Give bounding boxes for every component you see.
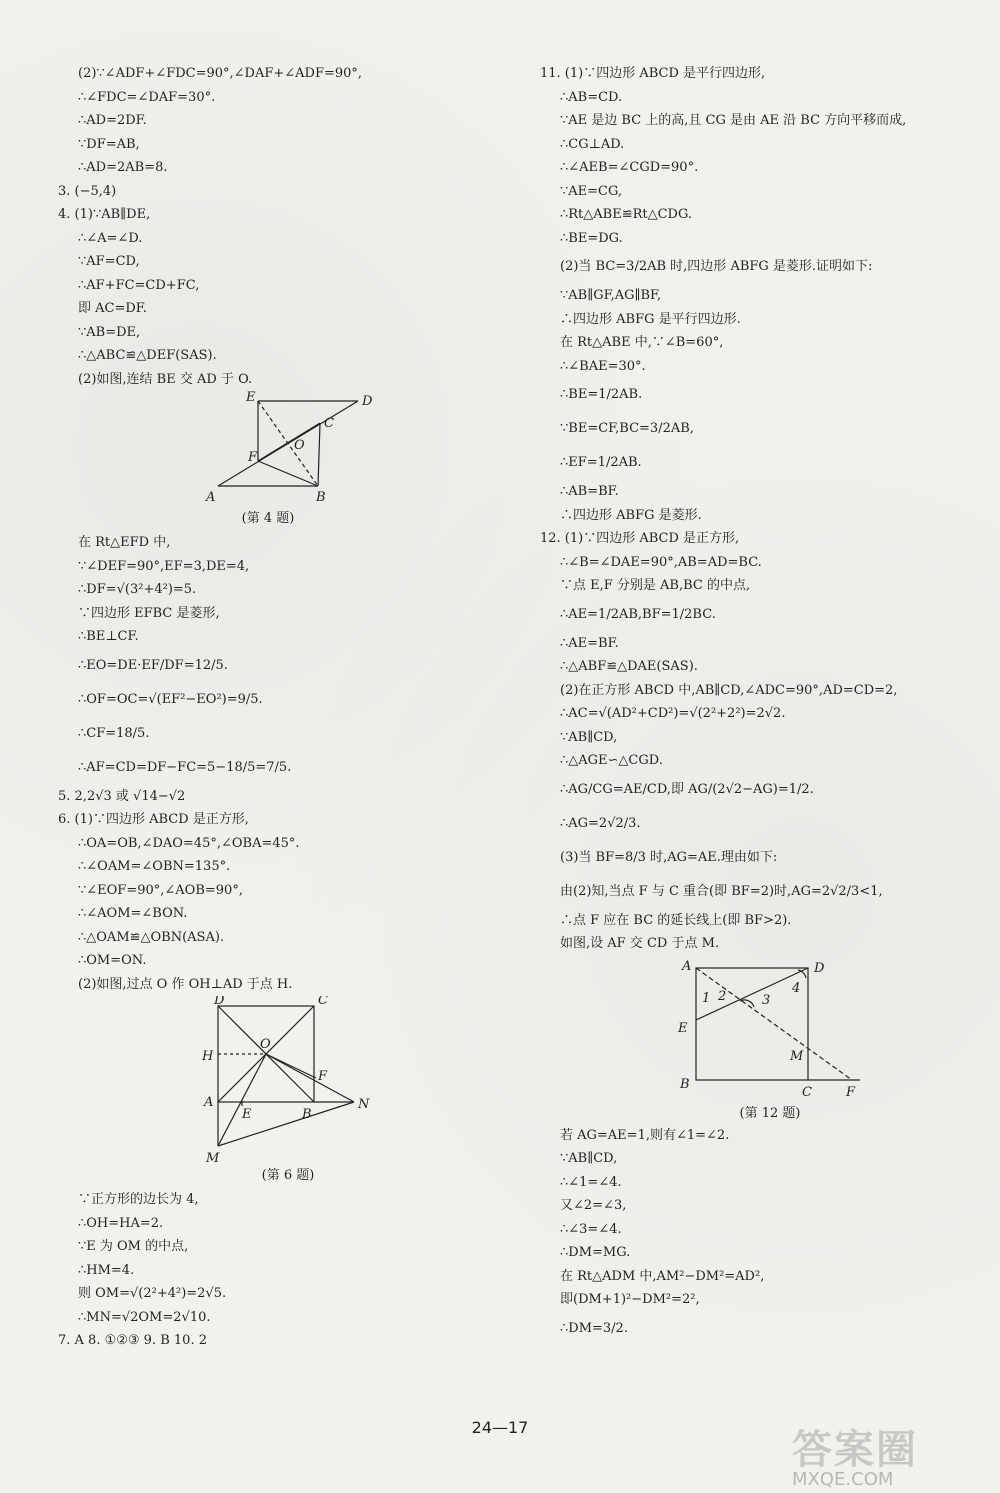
text-line: ∴△AGE∽△CGD. [560, 753, 663, 768]
answer-4: 4. (1)∵AB∥DE, [58, 207, 151, 222]
text-line: ∵E 为 OM 的中点, [78, 1239, 189, 1254]
text-line: ∴四边形 ABFG 是平行四边形. [560, 311, 741, 327]
text-line: ∵AB∥CD, [560, 1151, 618, 1166]
text-line: ∴∠A=∠D. [78, 230, 143, 246]
figure-6-diagram [58, 996, 478, 1168]
page-number: 24—17 [471, 1418, 529, 1437]
text-line: ∴BE⊥CF. [78, 629, 139, 644]
text-line: (2)如图,连结 BE 交 AD 于 O. [78, 371, 253, 387]
text-line: ∵AB∥GF,AG∥BF, [560, 288, 662, 303]
text-line: ∴OM=ON. [78, 953, 147, 968]
fig12-label: B [680, 1076, 690, 1092]
fig6-label: B [302, 1107, 312, 1122]
answers-7-10: 7. A 8. ①②③ 9. B 10. 2 [58, 1333, 207, 1348]
text-line: ∴DF=√(3²+4²)=5. [78, 582, 197, 597]
right-block-b [540, 1124, 960, 1346]
text-line: ∴Rt△ABE≌Rt△CDG. [560, 207, 693, 222]
text-line: 在 Rt△ABE 中,∵∠B=60°, [560, 335, 724, 350]
text-line: ∴OF=OC=√(EF²−EO²)=9/5. [78, 691, 263, 707]
left-block-c [58, 1188, 478, 1353]
fig12-label: C [802, 1084, 812, 1100]
text-line: ∵DF=AB, [78, 136, 140, 152]
text-line: ∴MN=√2OM=2√10. [78, 1309, 211, 1325]
fig12-label: E [678, 1020, 688, 1036]
text-line: (2)当 BC=3/2AB 时,四边形 ABFG 是菱形.证明如下: [560, 259, 873, 274]
text-line: ∴CF=18/5. [78, 725, 150, 741]
text-line: ∴△ABF≌△DAE(SAS). [560, 659, 698, 674]
text-line: ∴∠AEB=∠CGD=90°. [560, 160, 699, 175]
fig12-label: D [814, 960, 825, 976]
fig12-label: 3 [762, 992, 771, 1008]
text-line: ∵BE=CF,BC=3/2AB, [560, 421, 694, 436]
text-line: ∴EO=DE·EF/DF=12/5. [78, 657, 228, 673]
answer-11: 11. (1)∵四边形 ABCD 是平行四边形, [540, 66, 766, 81]
fig4-label: E [246, 391, 256, 405]
text-line: ∴BE=1/2AB. [560, 387, 643, 402]
fig12-label: 2 [718, 988, 727, 1004]
text-line: ∴AG=2√2/3. [560, 815, 641, 831]
fig6-label: D [214, 996, 225, 1008]
fig4-label: F [248, 450, 258, 465]
text-line: ∴AD=2DF. [78, 113, 147, 128]
text-line: 由(2)知,当点 F 与 C 重合(即 BF=2)时,AG=2√2/3<1, [560, 883, 883, 899]
text-line: (2)在正方形 ABCD 中,AB∥CD,∠ADC=90°,AD=CD=2, [560, 682, 898, 698]
text-line: ∵AB∥CD, [560, 729, 618, 745]
watermark-text: 答案圈 [792, 1427, 918, 1473]
text-line: ∴AG/CG=AE/CD,即 AG/(2√2−AG)=1/2. [560, 781, 814, 797]
text-line: ∴DM=MG. [560, 1245, 631, 1260]
text-line: ∴OH=HA=2. [78, 1215, 164, 1231]
text-line: 若 AG=AE=1,则有∠1=∠2. [560, 1127, 730, 1143]
text-line: (2)∵∠ADF+∠FDC=90°,∠DAF+∠ADF=90°, [78, 66, 363, 81]
fig6-label: M [206, 1151, 220, 1166]
text-line: ∵AE=CG, [560, 183, 623, 199]
text-line: ∴∠BAE=30°. [560, 358, 646, 374]
fig6-label: O [260, 1037, 271, 1052]
text-line: ∵AB=DE, [78, 324, 141, 340]
figure-6 [58, 996, 478, 1188]
text-line: (3)当 BF=8/3 时,AG=AE.理由如下: [560, 849, 778, 865]
text-line: 又∠2=∠3, [560, 1198, 627, 1213]
fig12-label: A [682, 958, 692, 974]
text-line: 则 OM=√(2²+4²)=2√5. [78, 1286, 227, 1301]
text-line: ∴∠OAM=∠OBN=135°. [78, 859, 231, 874]
answer-3: 3. (−5,4) [58, 183, 117, 199]
text-line: ∴∠3=∠4. [560, 1221, 622, 1237]
left-block-a [58, 62, 478, 391]
text-line: 即 AC=DF. [78, 301, 147, 316]
left-column [58, 62, 478, 1353]
text-line: ∵∠EOF=90°,∠AOB=90°, [78, 882, 243, 898]
fig12-label: 4 [792, 980, 801, 996]
fig4-label: O [294, 438, 305, 453]
text-line: 在 Rt△ADM 中,AM²−DM²=AD², [560, 1268, 765, 1284]
text-line: ∴AC=√(AD²+CD²)=√(2²+2²)=2√2. [560, 706, 786, 721]
answer-5: 5. 2,2√3 或 √14−√2 [58, 788, 186, 804]
figure-6-caption: (第 6 题) [261, 1168, 315, 1183]
text-line: ∴AF=CD=DF−FC=5−18/5=7/5. [78, 759, 292, 775]
text-line: ∴∠AOM=∠BON. [78, 906, 188, 921]
figure-12-diagram [540, 956, 960, 1102]
fig6-label: A [204, 1095, 214, 1110]
fig12-label: F [846, 1084, 856, 1100]
figure-4-caption: (第 4 题) [241, 511, 295, 526]
right-column [540, 62, 960, 1346]
text-line: ∴AE=1/2AB,BF=1/2BC. [560, 606, 716, 622]
text-line: ∴CG⊥AD. [560, 136, 625, 152]
text-line: (2)如图,过点 O 作 OH⊥AD 于点 H. [78, 976, 293, 992]
fig4-label: C [324, 416, 334, 431]
text-line: ∴AF+FC=CD+FC, [78, 277, 200, 293]
text-line: ∵点 E,F 分别是 AB,BC 的中点, [560, 578, 751, 593]
text-line: ∵AE 是边 BC 上的高,且 CG 是由 AE 沿 BC 方向平移而成, [560, 113, 907, 128]
text-line: ∵AF=CD, [78, 254, 140, 269]
text-line: 即(DM+1)²−DM²=2², [560, 1292, 700, 1307]
text-line: 如图,设 AF 交 CD 于点 M. [560, 936, 720, 951]
left-block-b [58, 531, 478, 996]
text-line: ∴AD=2AB=8. [78, 160, 168, 175]
text-line: ∴∠FDC=∠DAF=30°. [78, 89, 216, 105]
watermark-logo [792, 1418, 982, 1490]
answer-12: 12. (1)∵四边形 ABCD 是正方形, [540, 531, 740, 546]
text-line: ∴EF=1/2AB. [560, 455, 642, 470]
figure-4 [58, 391, 478, 531]
text-line: ∴△OAM≌△OBN(ASA). [78, 929, 225, 945]
fig4-label: D [362, 394, 373, 409]
fig4-label: B [316, 490, 326, 505]
fig6-label: C [318, 996, 328, 1008]
text-line: ∴AE=BF. [560, 635, 619, 651]
text-line: ∵四边形 EFBC 是菱形, [78, 605, 220, 621]
fig6-label: N [358, 1097, 370, 1112]
text-line: ∴OA=OB,∠DAO=45°,∠OBA=45°. [78, 835, 300, 851]
fig12-label: M [790, 1048, 804, 1064]
right-block-a [540, 62, 960, 956]
text-line: ∴点 F 应在 BC 的延长线上(即 BF>2). [560, 912, 792, 928]
fig4-label: A [206, 490, 216, 505]
fig12-label: 1 [702, 990, 711, 1006]
figure-12-caption: (第 12 题) [739, 1105, 801, 1121]
fig6-label: F [318, 1069, 328, 1084]
text-line: ∴BE=DG. [560, 230, 623, 246]
figure-4-diagram [58, 391, 478, 509]
figure-12 [540, 956, 960, 1124]
fig6-label: E [242, 1107, 252, 1122]
text-line: ∴∠B=∠DAE=90°,AB=AD=BC. [560, 554, 762, 570]
text-line: ∵正方形的边长为 4, [78, 1192, 199, 1207]
answer-6: 6. (1)∵四边形 ABCD 是正方形, [58, 812, 249, 827]
text-line: ∴△ABC≌△DEF(SAS). [78, 348, 217, 363]
text-line: 在 Rt△EFD 中, [78, 535, 171, 550]
watermark-url: MXQE.COM [792, 1469, 894, 1490]
text-line: ∵∠DEF=90°,EF=3,DE=4, [78, 558, 250, 574]
text-line: ∴∠1=∠4. [560, 1174, 622, 1190]
text-line: ∴AB=CD. [560, 89, 623, 105]
text-line: ∴AB=BF. [560, 484, 619, 499]
text-line: ∴四边形 ABFG 是菱形. [560, 507, 702, 523]
text-line: ∴HM=4. [78, 1262, 135, 1278]
fig6-label: H [202, 1049, 214, 1064]
text-line: ∴DM=3/2. [560, 1320, 628, 1336]
